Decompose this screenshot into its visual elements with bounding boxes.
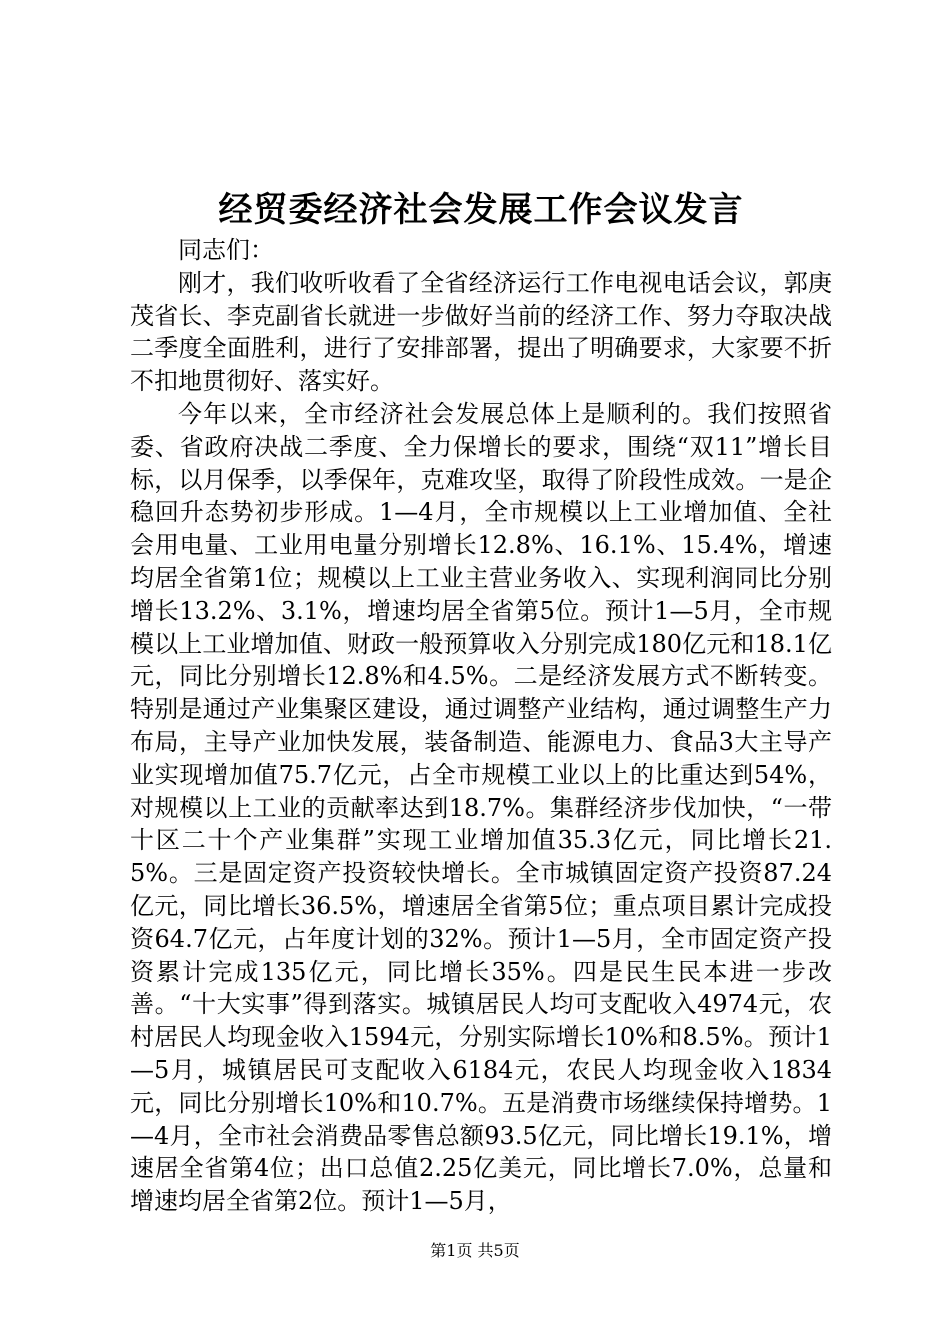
salutation: 同志们： — [178, 236, 274, 264]
document-body — [130, 186, 832, 1218]
document-title: 经贸委经济社会发展工作会议发言 — [218, 190, 744, 230]
paragraph-opening: 刚才，我们收听收看了全省经济运行工作电视电话会议，郭庚茂省长、李克副省长就进一步做好当前的经济工作、努力夺取决战二季度全面胜利，进行了安排部署，提出了明确要求，大家要不折不扣地贯彻好、落实好。 — [130, 268, 832, 396]
paragraph-economic-summary: 今年以来，全市经济社会发展总体上是顺利的。我们按照省委、省政府决战二季度、全力保增长的要求，围绕“双11”增长目标，以月保季，以季保年，克难攻坚，取得了阶段性成效。一是企稳回升态势初步形成。1—4月，全市规模以上工业增加值、全社会用电量、工业用电量分别增长12.8%、16.1%、15.4%，增速均居全省第1位；规模以上工业主营业务收入、实现利润同比分别增长13.2%、3.1%，增速均居全省第5位。预计1—5月，全市规模以上工业增加值、财政一般预算收入分别完成180亿元和18.1亿元，同比分别增长12.8%和4.5%。二是经济发展方式不断转变。特别是通过产业集聚区建设，通过调整产业结构，通过调整生产力布局，主导产业加快发展，装备制造、能源电力、食品3大主导产业实现增加值75.7亿元，占全市规模工业以上的比重达到54%，对规模以上工业的贡献率达到18.7%。集群经济步伐加快，“一带十区二十个产业集群”实现工业增加值35.3亿元，同比增长21.5%。三是固定资产投资较快增长。全市城镇固定资产投资87.24亿元，同比增长36.5%，增速居全省第5位；重点项目累计完成投资64.7亿元，占年度计划的32%。预计1—5月，全市固定资产投资累计完成135亿元，同比增长35%。四是民生民本进一步改善。“十大实事”得到落实。城镇居民人均可支配收入4974元，农村居民人均现金收入1594元，分别实际增长10%和8.5%。预计1—5月，城镇居民可支配收入6184元，农民人均现金收入1834元，同比分别增长10%和10.7%。五是消费市场继续保持增势。1—4月，全市社会消费品零售总额93.5亿元，同比增长19.1%，增速居全省第4位；出口总值2.25亿美元，同比增长7.0%，总量和增速均居全省第2位。预计1—5月， — [130, 399, 832, 1216]
page-footer: 第1页 共5页 — [430, 1241, 520, 1260]
